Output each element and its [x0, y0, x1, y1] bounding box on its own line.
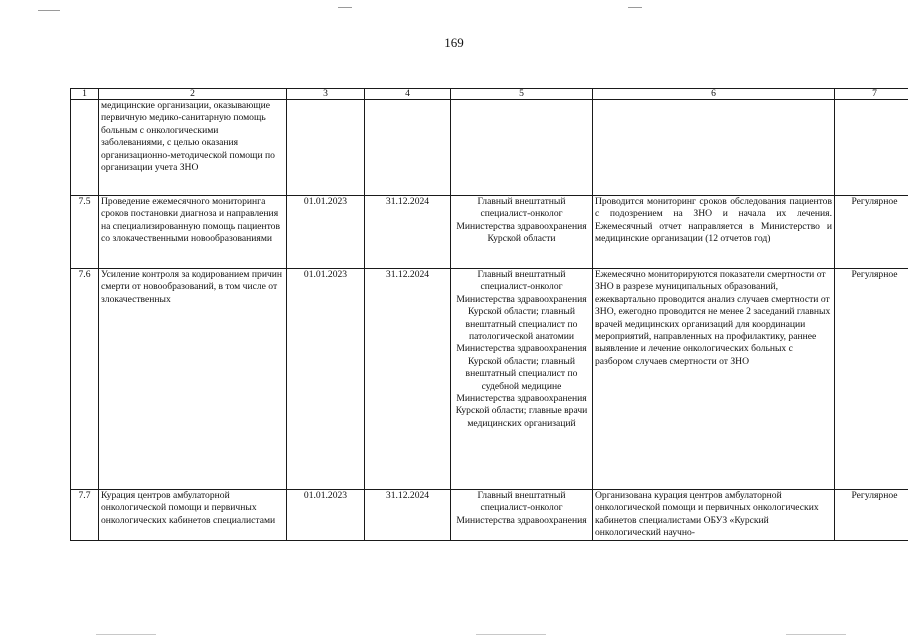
start-date: 01.01.2023: [287, 196, 365, 269]
scan-artifact-top-left: [38, 10, 60, 11]
table-row: [71, 490, 908, 541]
column-number: 1: [71, 89, 99, 100]
scan-artifact-bottom-right: [786, 634, 846, 635]
measure-name: Проведение ежемесячного мониторинга сроков постановки диагноза и направления на специализированную помощь пациентов со злокачественными новообразованиями: [99, 196, 287, 269]
measures-table: [70, 88, 908, 541]
expected-result: [593, 100, 835, 196]
end-date: 31.12.2024: [365, 490, 451, 541]
periodicity: Регулярное: [835, 269, 908, 490]
row-number: 7.6: [71, 269, 99, 490]
expected-result: Проводится мониторинг сроков обследования пациентов с подозрением на ЗНО и начала их лечения. Ежемесячный отчет направляется в Министерство и медицинские организации (12 отчетов год): [593, 196, 835, 269]
expected-result: Организована курация центров амбулаторной онкологической помощи и первичных онкологических кабинетов специалистами ОБУЗ «Курский онкологический научно-: [593, 490, 835, 541]
column-number: 5: [451, 89, 593, 100]
column-number: 3: [287, 89, 365, 100]
responsible: Главный внештатный специалист-онколог Министерства здравоохранения: [451, 490, 593, 541]
table-row: [71, 269, 908, 490]
column-number: 2: [99, 89, 287, 100]
start-date: 01.01.2023: [287, 490, 365, 541]
page-number: 169: [444, 35, 464, 50]
row-number: [71, 100, 99, 196]
scan-artifact-top-right: [628, 7, 642, 8]
responsible: Главный внештатный специалист-онколог Министерства здравоохранения Курской области; главный внештатный специалист по патологической анатомии Министерства здравоохранения Курской области; главный внештатный специалист по судебной медицине Министерства здравоохранения Курской области; главные врачи медицинских организаций: [451, 269, 593, 490]
scan-artifact-bottom-left: [96, 634, 156, 635]
measure-name: Усиление контроля за кодированием причин смерти от новообразований, в том числе от злокачественных: [99, 269, 287, 490]
row-number: 7.5: [71, 196, 99, 269]
start-date: [287, 100, 365, 196]
measure-name: медицинские организации, оказывающие первичную медико-санитарную помощь больным с онкологическими заболеваниями, с целью оказания организационно-методической помощи по организации учета ЗНО: [99, 100, 287, 196]
column-number: 6: [593, 89, 835, 100]
responsible: [451, 100, 593, 196]
scan-artifact-bottom-center: [476, 634, 546, 635]
expected-result: Ежемесячно мониторируются показатели смертности от ЗНО в разрезе муниципальных образований, ежеквартально проводится анализ случаев смертности от ЗНО, ежегодно проводится не менее 2 заседаний главных врачей медицинских организаций для координации мероприятий, направленных на профилактику, раннее выявление и лечение онкологических больных с разбором случаев смертности от ЗНО: [593, 269, 835, 490]
scan-artifact-top-center: [338, 7, 352, 8]
end-date: 31.12.2024: [365, 269, 451, 490]
periodicity: Регулярное: [835, 490, 908, 541]
table-row-continuation: [71, 100, 908, 196]
column-number: 7: [835, 89, 908, 100]
end-date: 31.12.2024: [365, 196, 451, 269]
row-number: 7.7: [71, 490, 99, 541]
responsible: Главный внештатный специалист-онколог Министерства здравоохранения Курской области: [451, 196, 593, 269]
table-row: [71, 196, 908, 269]
periodicity: [835, 100, 908, 196]
start-date: 01.01.2023: [287, 269, 365, 490]
end-date: [365, 100, 451, 196]
periodicity: Регулярное: [835, 196, 908, 269]
column-number: 4: [365, 89, 451, 100]
measure-name: Курация центров амбулаторной онкологической помощи и первичных онкологических кабинетов специалистами: [99, 490, 287, 541]
column-number-row: [71, 89, 908, 100]
